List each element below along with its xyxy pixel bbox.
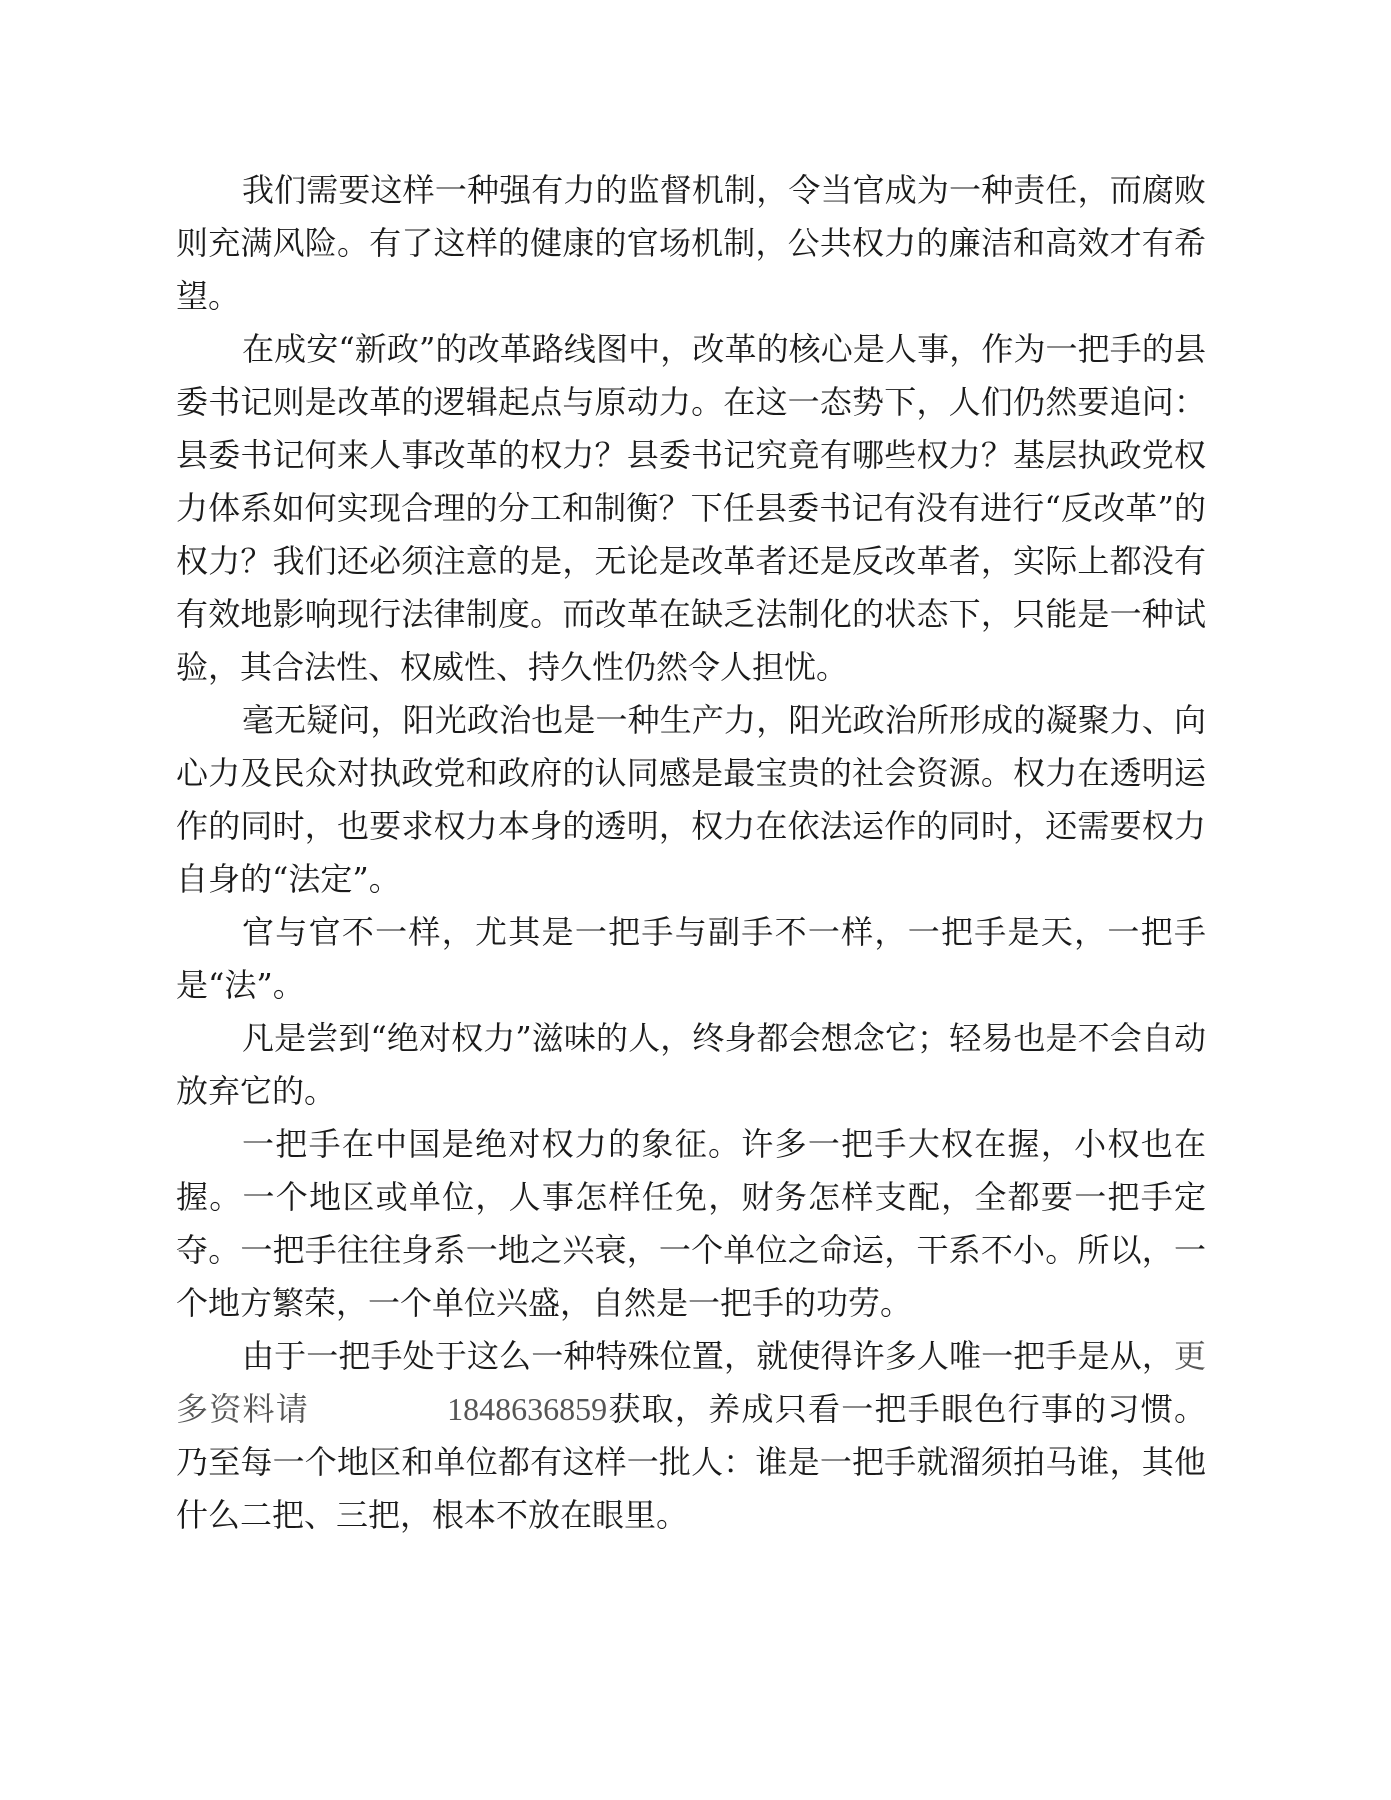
- paragraph-1: 我们需要这样一种强有力的监督机制，令当官成为一种责任，而腐败则充满风险。有了这样的健康的官场机制，公共权力的廉洁和高效才有希望。: [176, 171, 1206, 315]
- paragraph-7-start: 由于一把手处于这么一种特殊位置，就使得许多人唯一把手是从，: [242, 1337, 1174, 1375]
- paragraph-6: 一把手在中国是绝对权力的象征。许多一把手大权在握，小权也在握。一个地区或单位，人事怎样任免，财务怎样支配，全都要一把手定夺。一把手往往身系一地之兴衰，一个单位之命运，干系不小。所以，一个地方繁荣，一个单位兴盛，自然是一把手的功劳。: [176, 1125, 1206, 1322]
- paragraph-5: 凡是尝到“绝对权力”滋味的人，终身都会想念它；轻易也是不会自动放弃它的。: [176, 1019, 1206, 1110]
- document-body: [176, 164, 1206, 1542]
- contact-note-number: 1848636859: [447, 1391, 608, 1427]
- paragraph-4: 官与官不一样，尤其是一把手与副手不一样，一把手是天，一把手是“法”。: [176, 913, 1206, 1004]
- paragraph-7-end: 获取，养成只看一把手眼色行事的习惯。乃至每一个地区和单位都有这样一批人：谁是一把手就溜须拍马谁，其他什么二把、三把，根本不放在眼里。: [176, 1390, 1206, 1534]
- paragraph-7: [176, 1330, 1206, 1542]
- contact-note-label: 更多资料请: [176, 1337, 1206, 1428]
- paragraph-2: 在成安“新政”的改革路线图中，改革的核心是人事，作为一把手的县委书记则是改革的逻辑起点与原动力。在这一态势下，人们仍然要追问：县委书记何来人事改革的权力？县委书记究竟有哪些权力？基层执政党权力体系如何实现合理的分工和制衡？下任县委书记有没有进行“反改革”的权力？我们还必须注意的是，无论是改革者还是反改革者，实际上都没有有效地影响现行法律制度。而改革在缺乏法制化的状态下，只能是一种试验，其合法性、权威性、持久性仍然令人担忧。: [176, 330, 1206, 686]
- paragraph-3: 毫无疑问，阳光政治也是一种生产力，阳光政治所形成的凝聚力、向心力及民众对执政党和政府的认同感是最宝贵的社会资源。权力在透明运作的同时，也要求权力本身的透明，权力在依法运作的同时，还需要权力自身的“法定”。: [176, 701, 1206, 898]
